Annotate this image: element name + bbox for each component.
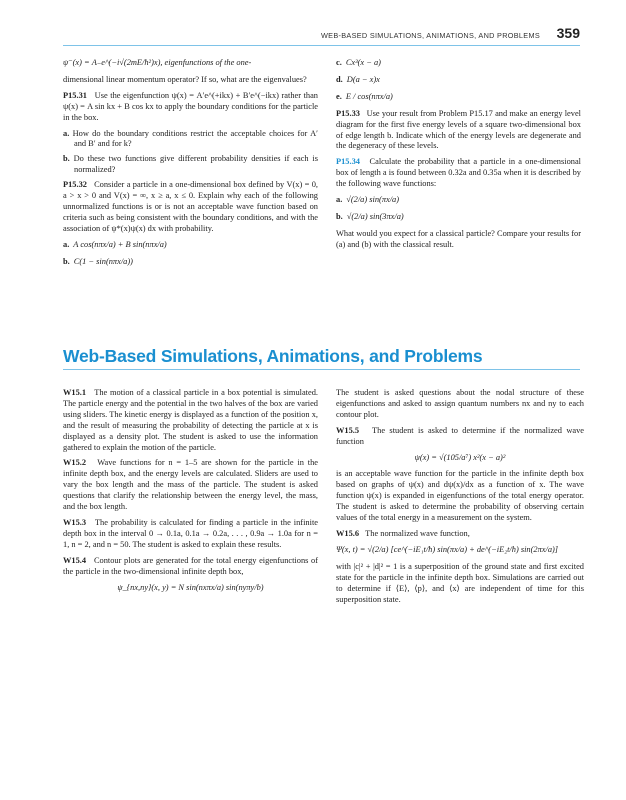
w6-equation: Ψ(x, t) = √(2/a) [ce^(−iE₁t/ħ) sin(πx/a) + de^(−iE₂t/ħ) sin(2πx/a)] (336, 544, 559, 554)
problem-text: Use the eigenfunction ψ(x) = A′e^(+ikx) + B′e^(−ikx) rather than ψ(x) = A sin kx + B cos kx to apply the boundary conditions for the particle in the box. (63, 90, 318, 122)
problem-id: P15.34 (336, 157, 360, 167)
web-problem-w15-3 (63, 518, 318, 551)
top-left-column (63, 58, 318, 274)
problem-id: W15.5 (336, 425, 360, 435)
problem-id: W15.2 (63, 458, 87, 468)
w4-continued-text: The student is asked questions about the nodal structure of these eigenfunctions and asked to assign quantum numbers nx and ny to each contour plot. (336, 388, 584, 419)
section-rule (63, 369, 580, 370)
web-problem-w15-1 (63, 388, 318, 453)
p32-part-d: d. D(a − x)x (336, 74, 380, 84)
bottom-left-column (63, 388, 318, 599)
p32-part-a: a. A cos(nπx/a) + B sin(nπx/a) (63, 239, 167, 249)
p30-continued-text: dimensional linear momentum operator? If so, what are the eigenvalues? (63, 74, 307, 84)
p31-part-b: b. Do these two functions give different probability densities if each is normalized? (63, 154, 319, 175)
top-right-column (336, 58, 581, 256)
p30-continued-equation: ψ⁻(x) = A₋e^(−i√(2mE/ħ²)x), eigenfunctions of the one- (63, 58, 252, 67)
web-problem-w15-6 (336, 529, 584, 540)
w6-closing-text: with |c|² + |d|² = 1 is a superposition of the ground state and first excited state for the particle in the infinite depth box. Simulations are carried out to determine if ⟨E⟩, ⟨p⟩, and ⟨x⟩ are independent of time for this superposition state. (336, 561, 584, 604)
p32-part-e: e. E / cos(nπx/a) (336, 91, 393, 101)
p32-part-b: b. C(1 − sin(nπx/a)) (63, 256, 133, 266)
section-heading: Web-Based Simulations, Animations, and Problems (63, 346, 483, 366)
p34-part-b: b. √(2/a) sin(3πx/a) (336, 211, 404, 221)
problem-p15-31 (63, 91, 318, 124)
problem-p15-32 (63, 180, 318, 235)
problem-id: P15.32 (63, 180, 87, 190)
problem-text: Calculate the probability that a particle in a one-dimensional box of length a is found between 0.32a and 0.35a when it is described by the following wave functions: (336, 157, 581, 189)
problem-text: Consider a particle in a one-dimensional box defined by V(x) = 0, a > x > 0 and V(x) = ∞, x ≥ a, x ≤ 0. Explain why each of the following unnormalized functions is or is not an acceptable wave function based on criteria such as being consistent with the boundary conditions, and with the association of ψ*(x)ψ(x) dx with probability. (63, 180, 319, 233)
problem-id: W15.1 (63, 388, 87, 397)
problem-id: P15.33 (336, 108, 360, 118)
problem-text: Use your result from Problem P15.17 and make an energy level diagram for the first five energy levels of a square two-dimensional box of edge length b. Indicate which of the energy levels are degenerate and the degeneracy of these levels. (336, 108, 581, 151)
p32-part-c: c. Cx³(x − a) (336, 58, 381, 67)
p34-closing-text: What would you expect for a classical particle? Compare your results for (a) and (b) with the classical result. (336, 228, 581, 249)
web-problem-w15-4 (63, 556, 318, 578)
problem-text: The probability is calculated for finding a particle in the infinite depth box in the interval 0 → 0.1a, 0.1a → 0.2a, . . . , 0.9a → 1.0a for n = 1, n = 2, and n = 50. The student is asked to explain these results. (63, 517, 318, 549)
p31-part-a: a. How do the boundary conditions restrict the acceptable choices for A′ and B′ and for k? (63, 128, 319, 149)
problem-p15-33 (336, 109, 581, 153)
web-problem-w15-2 (63, 458, 318, 513)
web-problem-w15-5 (336, 426, 584, 448)
problem-id: P15.31 (63, 90, 87, 100)
problem-id: W15.4 (63, 555, 87, 565)
w5-equation: ψ(x) = √(105/a⁷) x²(x − a)² (414, 452, 506, 462)
header-rule (63, 45, 580, 46)
problem-text: The motion of a classical particle in a box potential is simulated. The particle energy and the potential in the two halves of the box are varied using sliders. The kinetic energy is displayed as a function of the position x, and the result of measuring the probability of detecting the particle at x is displayed as a density plot. The student is asked to use the information gathered to explain the motion of the particle. (63, 388, 319, 452)
running-title: WEB-BASED SIMULATIONS, ANIMATIONS, AND PROBLEMS (321, 31, 540, 40)
problem-id: W15.6 (336, 528, 360, 538)
bottom-right-column (336, 388, 584, 610)
problem-text: The student is asked to determine if the normalized wave function (336, 425, 584, 446)
problem-id: W15.3 (63, 517, 87, 527)
w4-equation: ψ_{nx,ny}(x, y) = N sin(nxπx/a) sin(nyπy/b) (117, 582, 264, 592)
page-number: 359 (556, 25, 580, 41)
p34-part-a: a. √(2/a) sin(πx/a) (336, 195, 400, 205)
running-header (0, 24, 626, 46)
problem-text: The normalized wave function, (365, 528, 470, 538)
w5-closing-text: is an acceptable wave function for the particle in the infinite depth box based on graphs of ψ(x) and dψ(x)/dx as a function of x. The wave function ψ(x) is expanded in eigenfunctions of the total energy operator. The student is asked to determine the probability of observing certain values of the total energy in a measurement on the system. (336, 469, 584, 523)
problem-text: Wave functions for n = 1–5 are shown for the particle in the infinite depth box, and the energy levels are calculated. Sliders are used to vary the box length and the mass of the particle. The student is asked questions that clarify the relationship between the energy level, the mass, and the box length. (63, 458, 318, 512)
problem-text: Contour plots are generated for the total energy eigenfunctions of the particle in the two-dimensional infinite depth box, (63, 555, 319, 576)
problem-p15-34 (336, 157, 581, 190)
